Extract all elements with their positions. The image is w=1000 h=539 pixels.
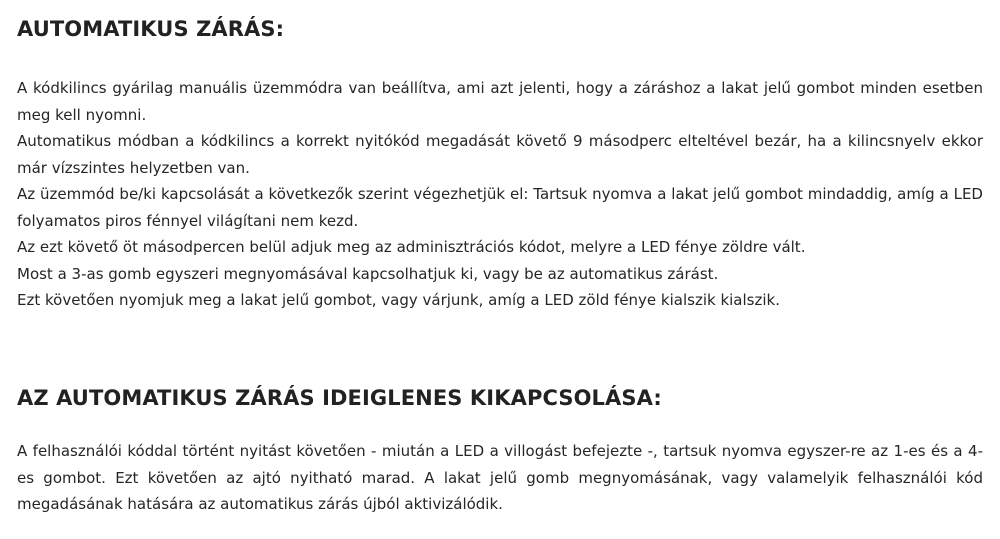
section-title-temporary-disable: AZ AUTOMATIKUS ZÁRÁS IDEIGLENES KIKAPCSOLÁSA: [17,386,662,410]
section-paragraph-temporary-disable: A felhasználói kóddal történt nyitást követően - miután a LED a villogást befejezte -, tartsuk nyomva egyszer-re az 1-es és a 4-es gombot. Ezt követően az ajtó nyitható marad. A lakat jelű gomb megnyomásának, vagy valamelyik felhasználói kód megadásának hatására az automatikus zárás újból aktivizálódik. [17,442,983,513]
section-paragraph-automatic-locking: A kódkilincs gyárilag manuális üzemmódra van beállítva, ami azt jelenti, hogy a záráshoz a lakat jelű gombot minden esetben meg kell nyomni. Automatikus módban a kódkilincs a korrekt nyitókód megadását követő 9 másodperc elteltével bezár, ha a kilincsnyelv ekkor már vízszintes helyzetben van. Az üzemmód be/ki kapcsolását a következők szerint végezhetjük el: Tartsuk nyomva a lakat jelű gombot mindaddig, amíg a LED folyamatos piros fénnyel világítani nem kezd. Az ezt követő öt másodpercen belül adjuk meg az adminisztrációs kódot, melyre a LED fénye zöldre vált. Most a 3-as gomb egyszeri megnyomásával kapcsolhatjuk ki, vagy be az automatikus zárást. Ezt követően nyomjuk meg a lakat jelű gombot, vagy várjunk, amíg a LED zöld fénye kialszik kialszik. [17,79,983,309]
section-title-automatic-locking: AUTOMATIKUS ZÁRÁS: [17,17,285,41]
